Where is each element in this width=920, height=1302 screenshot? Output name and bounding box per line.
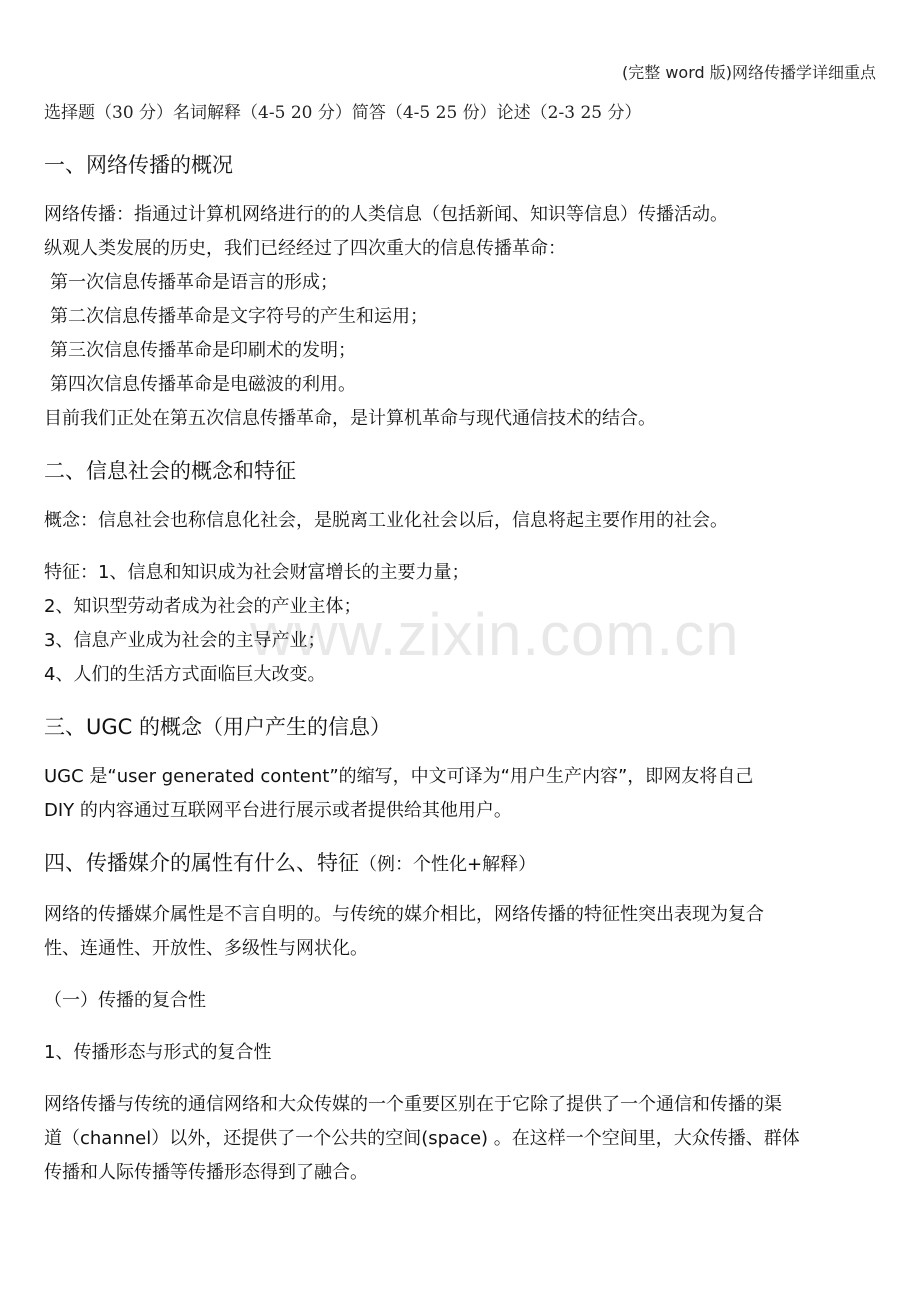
list-item: 第四次信息传播革命是电磁波的利用。 — [50, 374, 356, 395]
list-item: 第二次信息传播革命是文字符号的产生和运用； — [50, 306, 428, 327]
paragraph: 目前我们正处在第五次信息传播革命，是计算机革命与现代通信技术的结合。 — [44, 408, 656, 429]
paragraph: 性、连通性、开放性、多级性与网状化。 — [44, 938, 368, 959]
section-4-title — [44, 846, 880, 882]
paragraph: 传播和人际传播等传播形态得到了融合。 — [44, 1162, 368, 1183]
section-4-subheading-1 — [44, 984, 880, 1018]
list-item: 特征：1、信息和知识成为社会财富增长的主要力量； — [44, 562, 470, 583]
paragraph: 网络传播与传统的通信网络和大众传媒的一个重要区别在于它除了提供了一个通信和传播的渠 — [44, 1094, 782, 1115]
list-item: 2、知识型劳动者成为社会的产业主体； — [44, 596, 362, 617]
section-3-title: 三、UGC 的概念（用户产生的信息） — [44, 715, 391, 739]
paragraph: 纵观人类发展的历史，我们已经经过了四次重大的信息传播革命： — [44, 238, 566, 259]
paragraph: 网络的传播媒介属性是不言自明的。与传统的媒介相比，网络传播的特征性突出表现为复合 — [44, 904, 764, 925]
subheading: （一）传播的复合性 — [44, 990, 206, 1011]
paragraph: UGC 是“user generated content”的缩写，中文可译为“用户生产内容”，即网友将自己 — [44, 766, 754, 787]
paragraph: 道（channel）以外，还提供了一个公共的空间(space) 。在这样一个空间里，大众传播、群体 — [44, 1128, 800, 1149]
paragraph: 概念：信息社会也称信息化社会，是脱离工业化社会以后，信息将起主要作用的社会。 — [44, 510, 728, 531]
section-2-title: 二、信息社会的概念和特征 — [44, 459, 296, 483]
list-item: 第三次信息传播革命是印刷术的发明； — [50, 340, 356, 361]
section-4-title-main: 四、传播媒介的属性有什么、特征 — [44, 851, 359, 875]
section-4-subheading-2 — [44, 1036, 880, 1070]
list-item: 3、信息产业成为社会的主导产业； — [44, 630, 326, 651]
section-2-concept — [44, 504, 880, 538]
subheading: 1、传播形态与形式的复合性 — [44, 1042, 272, 1063]
section-4-body — [44, 1088, 880, 1190]
exam-structure-line: 选择题（30 分）名词解释（4-5 20 分）简答（4-5 25 份）论述（2-3 25 分） — [44, 103, 642, 123]
section-3-body — [44, 760, 880, 828]
list-item: 第一次信息传播革命是语言的形成； — [50, 272, 338, 293]
page-header: (完整 word 版)网络传播学详细重点 — [622, 63, 876, 82]
paragraph: DIY 的内容通过互联网平台进行展示或者提供给其他用户。 — [44, 800, 512, 821]
section-4-title-note: （例：个性化+解释） — [359, 854, 537, 875]
list-item: 4、人们的生活方式面临巨大改变。 — [44, 664, 326, 685]
section-1-title: 一、网络传播的概况 — [44, 153, 233, 177]
paragraph: 网络传播：指通过计算机网络进行的的人类信息（包括新闻、知识等信息）传播活动。 — [44, 204, 728, 225]
section-4-intro — [44, 898, 880, 966]
section-2-features — [44, 556, 880, 692]
watermark: www.zixin.com.cn — [250, 601, 740, 668]
section-1-body — [44, 198, 880, 436]
document-body — [44, 98, 880, 1208]
